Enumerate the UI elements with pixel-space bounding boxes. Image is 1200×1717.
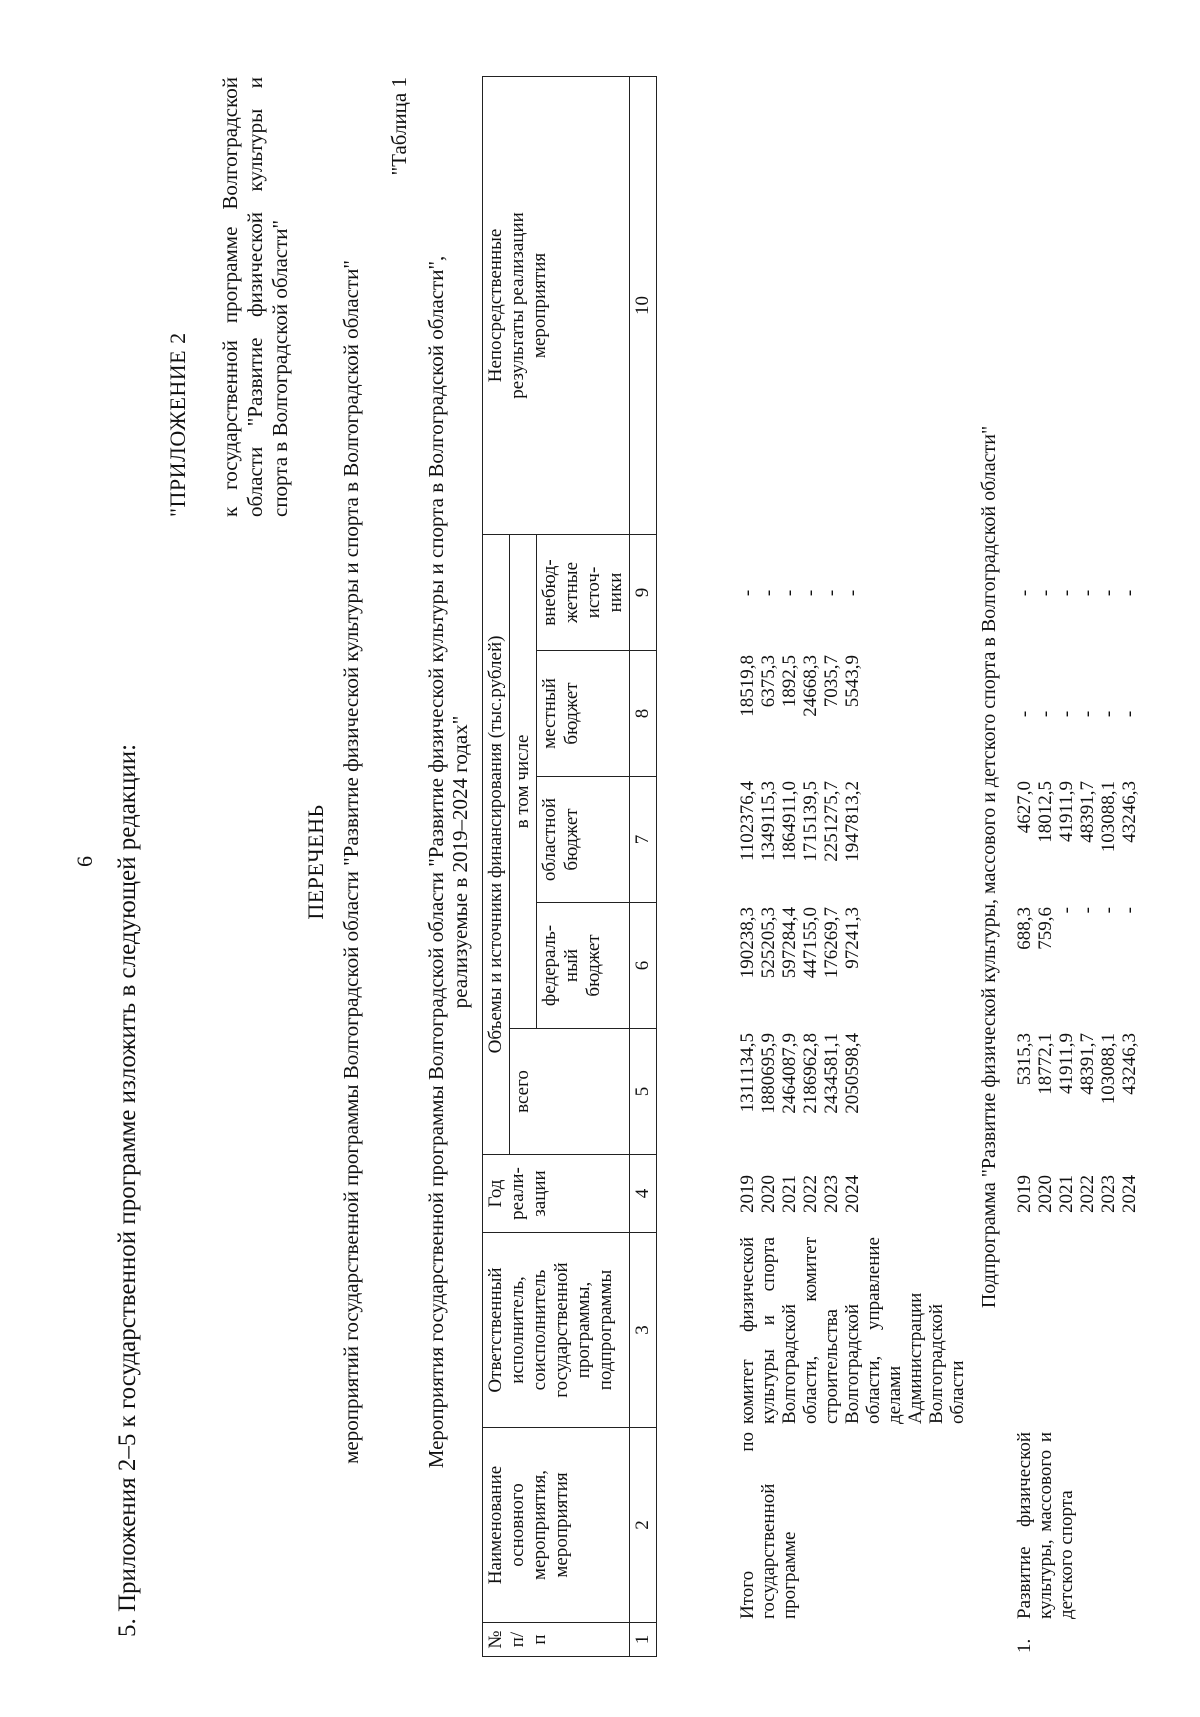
page-number: 6 bbox=[72, 856, 97, 867]
year-column bbox=[1014, 1155, 1140, 1233]
local-value: - bbox=[1035, 710, 1056, 718]
measures-table-header bbox=[482, 76, 657, 1657]
federal-value: 97241,3 bbox=[842, 907, 863, 969]
federal-value: 525205,3 bbox=[758, 907, 779, 979]
header-name: Наименование основного мероприятия, мероприятия bbox=[483, 1428, 630, 1623]
year-value: 2019 bbox=[1014, 1175, 1035, 1213]
column-number: 9 bbox=[630, 534, 657, 650]
regional-value: 41911,9 bbox=[1056, 781, 1077, 843]
local-value: - bbox=[1056, 710, 1077, 718]
local-value: 5543,9 bbox=[842, 655, 863, 708]
extra-value: - bbox=[1119, 589, 1140, 597]
regional-value: 103088,1 bbox=[1098, 781, 1119, 853]
header-extra: внебюд- жетные источ- ники bbox=[537, 534, 630, 650]
total-value: 2464087,9 bbox=[779, 1033, 800, 1114]
total-value: 2050598,4 bbox=[842, 1033, 863, 1114]
year-value: 2021 bbox=[1056, 1175, 1077, 1213]
column-number: 4 bbox=[630, 1155, 657, 1233]
local-value: - bbox=[1077, 710, 1098, 718]
extra-value: - bbox=[1098, 589, 1119, 597]
header-total: всего bbox=[510, 1029, 630, 1155]
column-number: 3 bbox=[630, 1233, 657, 1428]
extra-column bbox=[1014, 535, 1140, 651]
header-local: местный бюджет bbox=[537, 651, 630, 777]
year-value: 2021 bbox=[779, 1175, 800, 1213]
extra-column bbox=[737, 535, 968, 651]
header-executor: Ответственный исполнитель, соисполнитель государственной программы, подпрограммы bbox=[483, 1233, 630, 1428]
year-column bbox=[737, 1155, 968, 1233]
total-value: 41911,9 bbox=[1056, 1033, 1077, 1095]
regional-value: 1349115,3 bbox=[758, 781, 779, 862]
total-program-executors: комитет физической культуры и спорта Волгоградской области, комитет строительства Волгоградской области, управление делами Администрации Волгоградской области bbox=[737, 1237, 968, 1424]
local-value: - bbox=[1119, 710, 1140, 718]
total-value: 103088,1 bbox=[1098, 1033, 1119, 1105]
extra-value: - bbox=[737, 589, 758, 597]
list-title: ПЕРЕЧЕНЬ bbox=[303, 804, 328, 920]
federal-column bbox=[1014, 903, 1140, 1029]
header-regional: областной бюджет bbox=[537, 777, 630, 903]
total-program-row bbox=[737, 77, 968, 1657]
regional-value: 1947813,2 bbox=[842, 781, 863, 862]
local-value: 24668,3 bbox=[800, 655, 821, 717]
extra-value: - bbox=[1077, 589, 1098, 597]
local-value: - bbox=[1014, 710, 1035, 718]
item-row bbox=[1014, 77, 1140, 1657]
regional-value: 1715139,5 bbox=[800, 781, 821, 862]
table-body bbox=[737, 77, 1140, 1657]
column-number: 6 bbox=[630, 903, 657, 1029]
local-value: 6375,3 bbox=[758, 655, 779, 708]
extra-value: - bbox=[842, 589, 863, 597]
column-number: 10 bbox=[630, 76, 657, 534]
header-including: в том числе bbox=[510, 534, 537, 1028]
extra-value: - bbox=[1056, 589, 1077, 597]
federal-value: 447155,0 bbox=[800, 907, 821, 979]
extra-value: - bbox=[800, 589, 821, 597]
federal-value: 759,6 bbox=[1035, 907, 1056, 950]
year-value: 2024 bbox=[842, 1175, 863, 1213]
year-value: 2020 bbox=[1035, 1175, 1056, 1213]
extra-value: - bbox=[821, 589, 842, 597]
local-value: - bbox=[1098, 710, 1119, 718]
federal-value: 597284,4 bbox=[779, 907, 800, 979]
total-value: 1880695,9 bbox=[758, 1033, 779, 1114]
year-value: 2022 bbox=[1077, 1175, 1098, 1213]
extra-value: - bbox=[1035, 589, 1056, 597]
document-page bbox=[60, 57, 1140, 1667]
year-value: 2019 bbox=[737, 1175, 758, 1213]
year-value: 2023 bbox=[821, 1175, 842, 1213]
federal-value: 190238,3 bbox=[737, 907, 758, 979]
federal-value: - bbox=[1119, 907, 1140, 914]
regional-value: 1102376,4 bbox=[737, 781, 758, 862]
local-column bbox=[1014, 651, 1140, 777]
column-number: 7 bbox=[630, 777, 657, 903]
header-no: № п/п bbox=[483, 1623, 630, 1657]
total-value: 1311134,5 bbox=[737, 1033, 758, 1113]
year-value: 2023 bbox=[1098, 1175, 1119, 1213]
header-year: Год реали- зации bbox=[483, 1155, 630, 1233]
extra-value: - bbox=[758, 589, 779, 597]
item-name: Развитие физической культуры, массового и детского спорта bbox=[1014, 1432, 1077, 1619]
extra-value: - bbox=[1014, 589, 1035, 597]
table-number: "Таблица 1 bbox=[387, 77, 411, 176]
total-program-name: Итого по государственной программе bbox=[737, 1432, 800, 1619]
local-value: 18519,8 bbox=[737, 655, 758, 717]
regional-value: 2251275,7 bbox=[821, 781, 842, 862]
federal-value: - bbox=[1056, 907, 1077, 914]
federal-value: - bbox=[1098, 907, 1119, 914]
year-value: 2020 bbox=[758, 1175, 779, 1213]
subprogram-title: Подпрограмма "Развитие физической культуры, массового и детского спорта в Волгоградской области" bbox=[978, 425, 1000, 1309]
column-number: 2 bbox=[630, 1428, 657, 1623]
regional-value: 43246,3 bbox=[1119, 781, 1140, 843]
federal-value: 176269,7 bbox=[821, 907, 842, 979]
item-number: 1. bbox=[1014, 1638, 1035, 1653]
table-caption bbox=[424, 57, 472, 1667]
year-value: 2024 bbox=[1119, 1175, 1140, 1213]
regional-value: 1864911,0 bbox=[779, 781, 800, 862]
appendix-reference: к государственной программе Волгоградской области "Развитие физической культуры и спорта в Волгоградской области" bbox=[218, 77, 292, 517]
local-column bbox=[737, 651, 968, 777]
total-value: 5315,3 bbox=[1014, 1033, 1035, 1086]
total-value: 2186962,8 bbox=[800, 1033, 821, 1114]
federal-value: 688,3 bbox=[1014, 907, 1035, 950]
total-value: 43246,3 bbox=[1119, 1033, 1140, 1095]
regional-value: 18012,5 bbox=[1035, 781, 1056, 843]
table-caption-line1: Мероприятия государственной программы Волгоградской области "Развитие физической культуры и спорта в Волгоградской области", bbox=[424, 255, 448, 1469]
extra-value: - bbox=[779, 589, 800, 597]
header-results: Непосредственные результаты реализации мероприятия bbox=[483, 76, 630, 534]
list-subtitle: мероприятий государственной программы Волгоградской области "Развитие физической культуры и спорта в Волгоградской области" bbox=[339, 260, 363, 1464]
total-value: 48391,7 bbox=[1077, 1033, 1098, 1095]
total-column bbox=[737, 1029, 968, 1155]
regional-value: 48391,7 bbox=[1077, 781, 1098, 843]
intro-text: 5. Приложения 2–5 к государственной программе изложить в следующей редакции: bbox=[114, 743, 141, 1637]
total-value: 2434581,1 bbox=[821, 1033, 842, 1114]
column-number: 1 bbox=[630, 1623, 657, 1657]
table-caption-line2: реализуемые в 2019–2024 годах" bbox=[448, 715, 472, 1009]
federal-column bbox=[737, 903, 968, 1029]
column-number: 8 bbox=[630, 651, 657, 777]
total-column bbox=[1014, 1029, 1140, 1155]
header-funding: Объемы и источники финансирования (тыс.рублей) bbox=[483, 534, 510, 1154]
local-value: 7035,7 bbox=[821, 655, 842, 708]
regional-column bbox=[1014, 777, 1140, 903]
local-value: 1892,5 bbox=[779, 655, 800, 708]
header-federal: федераль- ный бюджет bbox=[537, 903, 630, 1029]
regional-value: 4627,0 bbox=[1014, 781, 1035, 834]
year-value: 2022 bbox=[800, 1175, 821, 1213]
appendix-title: "ПРИЛОЖЕНИЕ 2 bbox=[165, 332, 190, 517]
column-number: 5 bbox=[630, 1029, 657, 1155]
federal-value: - bbox=[1077, 907, 1098, 914]
total-value: 18772,1 bbox=[1035, 1033, 1056, 1095]
regional-column bbox=[737, 777, 968, 903]
